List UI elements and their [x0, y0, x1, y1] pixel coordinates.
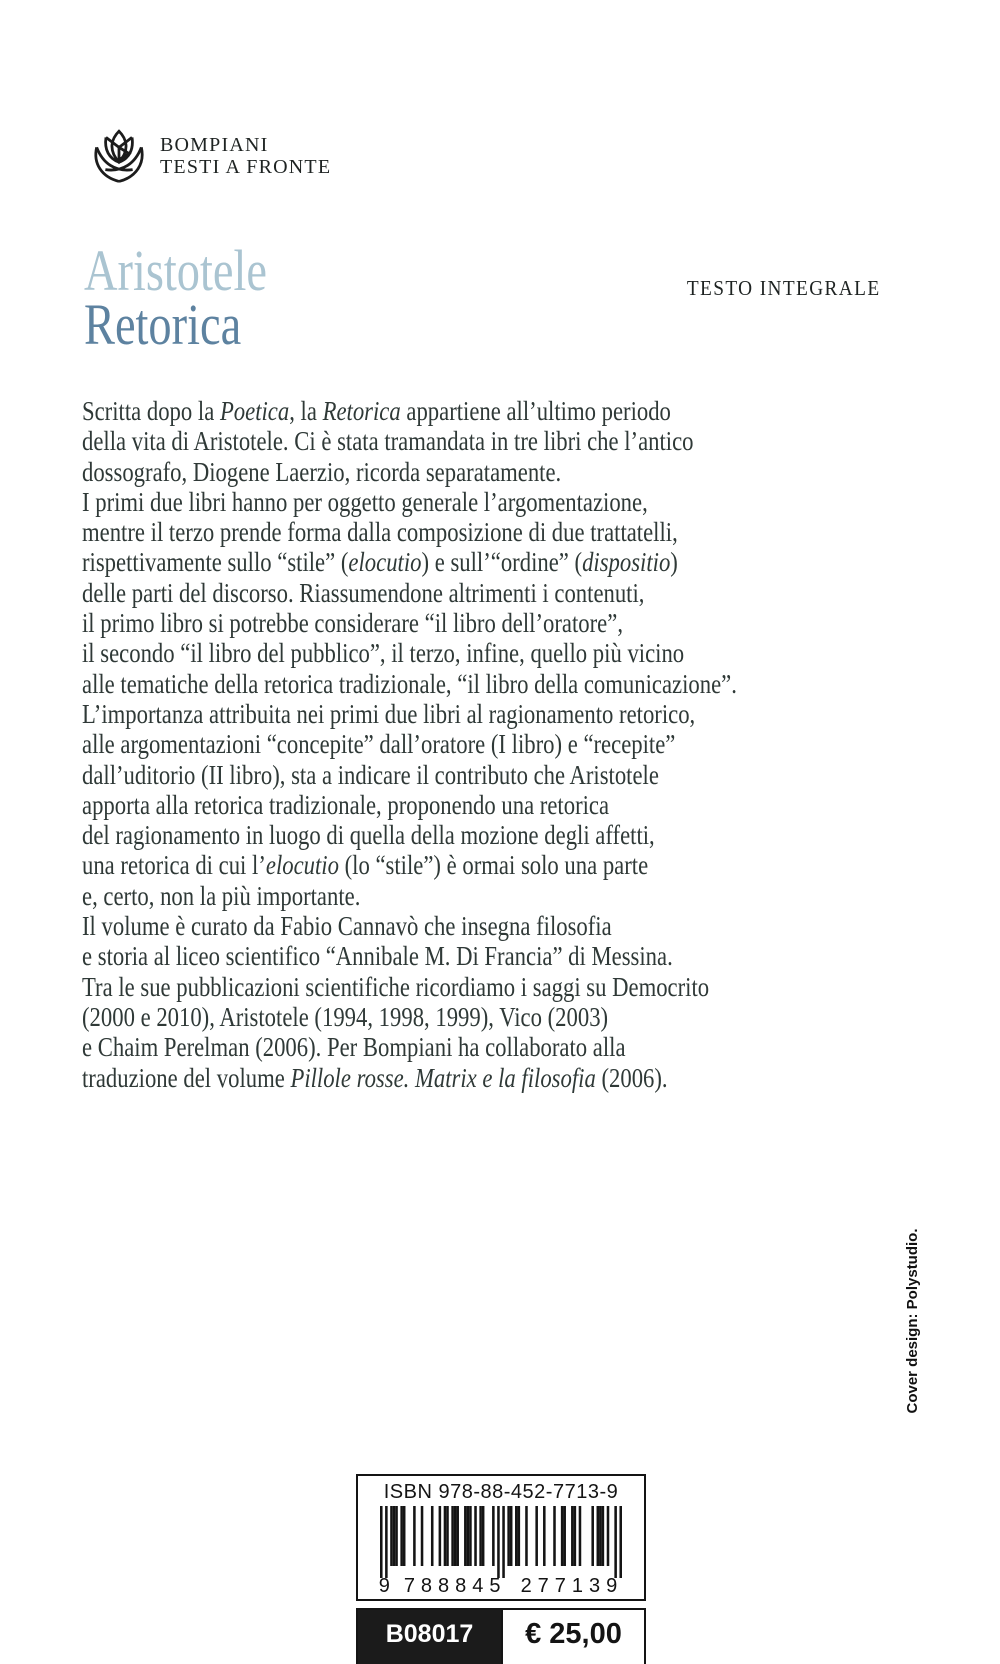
publisher-name-block — [160, 134, 331, 178]
edition-badge: TESTO INTEGRALE — [687, 276, 881, 300]
blurb-line: rispettivamente sullo “stile” (elocutio) e sull’“ordine” (dispositio) — [82, 547, 678, 578]
blurb-line: dall’uditorio (II libro), sta a indicare il contributo che Aristotele — [82, 759, 659, 790]
blurb-line: Il volume è curato da Fabio Cannavò che insegna filosofia — [82, 911, 612, 942]
blurb-line: (2000 e 2010), Aristotele (1994, 1998, 1999), Vico (2003) — [82, 1001, 609, 1032]
ean13-barcode — [358, 1506, 644, 1598]
back-cover-blurb — [82, 396, 1000, 1093]
blurb-line: e Chaim Perelman (2006). Per Bompiani ha collaborato alla — [82, 1032, 626, 1063]
author-name: Aristotele — [84, 238, 267, 303]
blurb-line: del ragionamento in luogo di quella della mozione degli affetti, — [82, 820, 655, 851]
blurb-line: e, certo, non la più importante. — [82, 880, 361, 911]
barcode-digit-lead: 9 — [378, 1575, 390, 1597]
book-title: Retorica — [84, 292, 242, 357]
blurb-line: mentre il terzo prende forma dalla composizione di due trattatelli, — [82, 517, 678, 548]
blurb-line: Scritta dopo la Poetica, la Retorica appartiene all’ultimo periodo — [82, 396, 671, 426]
isbn-box — [356, 1474, 646, 1601]
barcode-digits — [358, 1575, 644, 1598]
blurb-line: alle argomentazioni “concepite” dall’oratore (I libro) e “recepite” — [82, 729, 676, 760]
blurb-line: il primo libro si potrebbe considerare “il libro dell’oratore”, — [82, 608, 623, 639]
price-value: € 25,00 — [501, 1610, 644, 1664]
barcode-digit-group1: 788845 — [403, 1575, 507, 1597]
barcode-bars — [380, 1506, 622, 1584]
blurb-line: e storia al liceo scientifico “Annibale M. Di Francia” di Messina. — [82, 941, 673, 972]
cover-design-credit: Cover design: Polystudio. — [904, 1228, 921, 1414]
barcode-digit-group2: 277139 — [520, 1575, 624, 1597]
publisher-brand — [88, 124, 331, 188]
blurb-line: alle tematiche della retorica tradizionale, “il libro della comunicazione”. — [82, 668, 737, 699]
title-block — [84, 238, 267, 357]
blurb-line: una retorica di cui l’elocutio (lo “stile”) è ormai solo una parte — [82, 850, 649, 881]
blurb-line: dossografo, Diogene Laerzio, ricorda separatamente. — [82, 456, 562, 487]
blurb-line: traduzione del volume Pillole rosse. Matrix e la filosofia (2006). — [82, 1062, 668, 1093]
blurb-line: L’importanza attribuita nei primi due libri al ragionamento retorico, — [82, 698, 696, 729]
bompiani-flower-icon — [88, 124, 150, 188]
blurb-line: della vita di Aristotele. Ci è stata tramandata in tre libri che l’antico — [82, 426, 694, 457]
blurb-line: I primi due libri hanno per oggetto generale l’argomentazione, — [82, 486, 648, 517]
price-bar — [356, 1608, 646, 1664]
blurb-line: apporta alla retorica tradizionale, proponendo una retorica — [82, 789, 610, 820]
publisher-name: BOMPIANI — [160, 134, 269, 156]
isbn-label: ISBN 978-88-452-7713-9 — [383, 1481, 619, 1503]
blurb-line: Tra le sue pubblicazioni scientifiche ricordiamo i saggi su Democrito — [82, 971, 710, 1002]
blurb-line: delle parti del discorso. Riassumendone altrimenti i contenuti, — [82, 577, 645, 608]
blurb-line: il secondo “il libro del pubblico”, il terzo, infine, quello più vicino — [82, 638, 685, 669]
publisher-series: TESTI A FRONTE — [160, 156, 332, 178]
edition-code: B08017 — [358, 1610, 501, 1664]
